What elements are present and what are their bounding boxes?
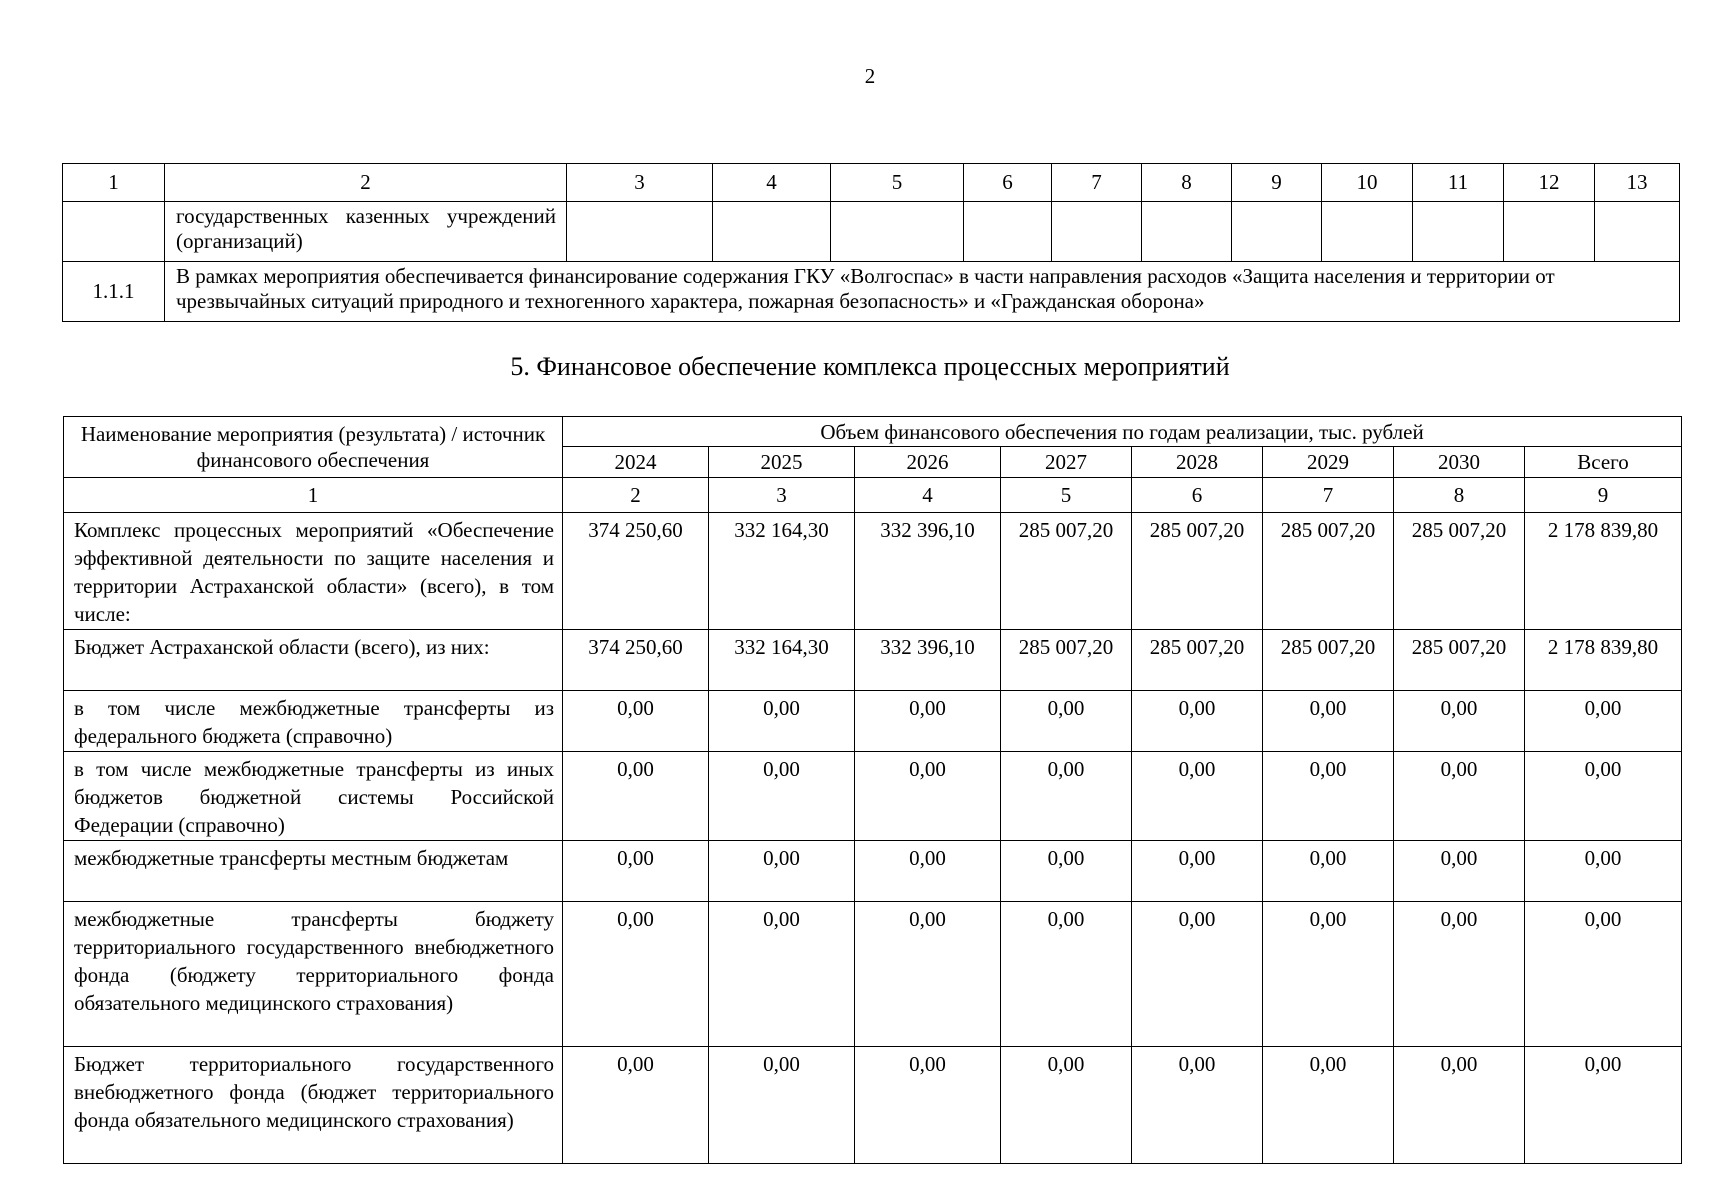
value-cell: 0,00 [1132,752,1263,841]
empty-cell [1413,202,1504,262]
value-cell: 0,00 [563,1047,709,1164]
column-number: 4 [713,164,831,202]
value-cell: 285 007,20 [1001,513,1132,630]
column-number: 7 [1052,164,1142,202]
value-cell: 285 007,20 [1001,630,1132,691]
column-number: 2 [165,164,567,202]
value-cell: 0,00 [1132,841,1263,902]
value-cell: 0,00 [855,841,1001,902]
table-row [64,630,1682,691]
column-number-row [63,164,1680,202]
header-row [64,417,1682,447]
empty-cell [1142,202,1232,262]
row-name: Бюджет Астраханской области (всего), из них: [64,630,563,691]
column-number: 9 [1232,164,1322,202]
value-cell: 0,00 [563,841,709,902]
empty-cell [63,202,165,262]
value-cell: 0,00 [1394,691,1525,752]
header-year: 2024 [563,447,709,478]
value-cell: 0,00 [1132,1047,1263,1164]
value-cell: 285 007,20 [1394,630,1525,691]
row-name: в том числе межбюджетные трансферты из федерального бюджета (справочно) [64,691,563,752]
value-cell: 0,00 [1263,691,1394,752]
header-year: 2029 [1263,447,1394,478]
header-name: Наименование мероприятия (результата) / источник финансового обеспечения [64,417,563,478]
total-cell: 0,00 [1525,691,1682,752]
row-code: 1.1.1 [63,262,165,322]
value-cell: 285 007,20 [1394,513,1525,630]
column-number: 7 [1263,478,1394,513]
value-cell: 0,00 [1263,902,1394,1047]
header-year: 2025 [709,447,855,478]
column-number: 13 [1595,164,1680,202]
financing-table [63,416,1682,1164]
column-number-row [64,478,1682,513]
total-cell: 0,00 [1525,752,1682,841]
section-title: 5. Финансовое обеспечение комплекса процессных мероприятий [510,352,1230,381]
column-number: 1 [64,478,563,513]
column-number: 6 [1132,478,1263,513]
value-cell: 0,00 [1001,752,1132,841]
empty-cell [1322,202,1413,262]
column-number: 12 [1504,164,1595,202]
value-cell: 285 007,20 [1263,630,1394,691]
value-cell: 0,00 [1263,752,1394,841]
table-row [64,513,1682,630]
column-number: 5 [1001,478,1132,513]
value-cell: 0,00 [855,1047,1001,1164]
row-name: в том числе межбюджетные трансферты из иных бюджетов бюджетной системы Российской Федерации (справочно) [64,752,563,841]
column-number: 3 [709,478,855,513]
column-number: 3 [567,164,713,202]
empty-cell [1232,202,1322,262]
value-cell: 285 007,20 [1132,513,1263,630]
page-number: 2 [864,64,876,88]
table-row [64,752,1682,841]
column-number: 8 [1394,478,1525,513]
value-cell: 0,00 [855,691,1001,752]
empty-cell [1595,202,1680,262]
column-number: 4 [855,478,1001,513]
empty-cell [1052,202,1142,262]
value-cell: 0,00 [1132,902,1263,1047]
row-name: межбюджетные трансферты местным бюджетам [64,841,563,902]
value-cell: 332 396,10 [855,513,1001,630]
value-cell: 285 007,20 [1132,630,1263,691]
column-number: 2 [563,478,709,513]
value-cell: 0,00 [709,902,855,1047]
total-cell: 2 178 839,80 [1525,630,1682,691]
column-number: 8 [1142,164,1232,202]
header-year: 2028 [1132,447,1263,478]
value-cell: 0,00 [709,1047,855,1164]
table-row [64,902,1682,1047]
value-cell: 0,00 [1001,1047,1132,1164]
value-cell: 332 396,10 [855,630,1001,691]
value-cell: 0,00 [1263,841,1394,902]
empty-cell [831,202,964,262]
value-cell: 0,00 [1394,902,1525,1047]
value-cell: 0,00 [855,902,1001,1047]
column-number: 1 [63,164,165,202]
table-row [64,691,1682,752]
value-cell: 0,00 [709,691,855,752]
empty-cell [567,202,713,262]
total-cell: 0,00 [1525,902,1682,1047]
table-row [63,202,1680,262]
value-cell: 0,00 [1001,902,1132,1047]
column-number: 10 [1322,164,1413,202]
column-number: 11 [1413,164,1504,202]
header-year: 2030 [1394,447,1525,478]
value-cell: 0,00 [563,691,709,752]
value-cell: 0,00 [1001,841,1132,902]
value-cell: 0,00 [855,752,1001,841]
empty-cell [964,202,1052,262]
total-cell: 0,00 [1525,841,1682,902]
header-total: Всего [1525,447,1682,478]
column-number: 5 [831,164,964,202]
table-row [64,841,1682,902]
table-row [63,262,1680,322]
value-cell: 0,00 [1394,1047,1525,1164]
value-cell: 374 250,60 [563,630,709,691]
total-cell: 2 178 839,80 [1525,513,1682,630]
value-cell: 0,00 [563,902,709,1047]
value-cell: 0,00 [1394,841,1525,902]
header-year: 2027 [1001,447,1132,478]
column-number: 6 [964,164,1052,202]
value-cell: 0,00 [563,752,709,841]
header-year: 2026 [855,447,1001,478]
value-cell: 0,00 [1263,1047,1394,1164]
total-cell: 0,00 [1525,1047,1682,1164]
value-cell: 0,00 [1394,752,1525,841]
row-description: В рамках мероприятия обеспечивается финансирование содержания ГКУ «Волгоспас» в части направления расходов «Защита населения и территории от чрезвычайных ситуаций природного и техногенного характера, пожарная безопасность» и «Гражданская оборона» [165,262,1680,322]
value-cell: 0,00 [709,752,855,841]
empty-cell [1504,202,1595,262]
table-row [64,1047,1682,1164]
row-name: Бюджет территориального государственного внебюджетного фонда (бюджет территориального фонда обязательного медицинского страхования) [64,1047,563,1164]
continuation-text: государственных казенных учреждений (организаций) [165,202,567,262]
value-cell: 374 250,60 [563,513,709,630]
value-cell: 285 007,20 [1263,513,1394,630]
header-volume: Объем финансового обеспечения по годам реализации, тыс. рублей [563,417,1682,447]
empty-cell [713,202,831,262]
activities-table-continuation [62,163,1680,322]
value-cell: 0,00 [709,841,855,902]
value-cell: 332 164,30 [709,630,855,691]
value-cell: 0,00 [1132,691,1263,752]
row-name: межбюджетные трансферты бюджету территориального государственного внебюджетного фонда (бюджету территориального фонда обязательного медицинского страхования) [64,902,563,1047]
row-name: Комплекс процессных мероприятий «Обеспечение эффективной деятельности по защите населения и территории Астраханской области» (всего), в том числе: [64,513,563,630]
column-number: 9 [1525,478,1682,513]
value-cell: 332 164,30 [709,513,855,630]
value-cell: 0,00 [1001,691,1132,752]
